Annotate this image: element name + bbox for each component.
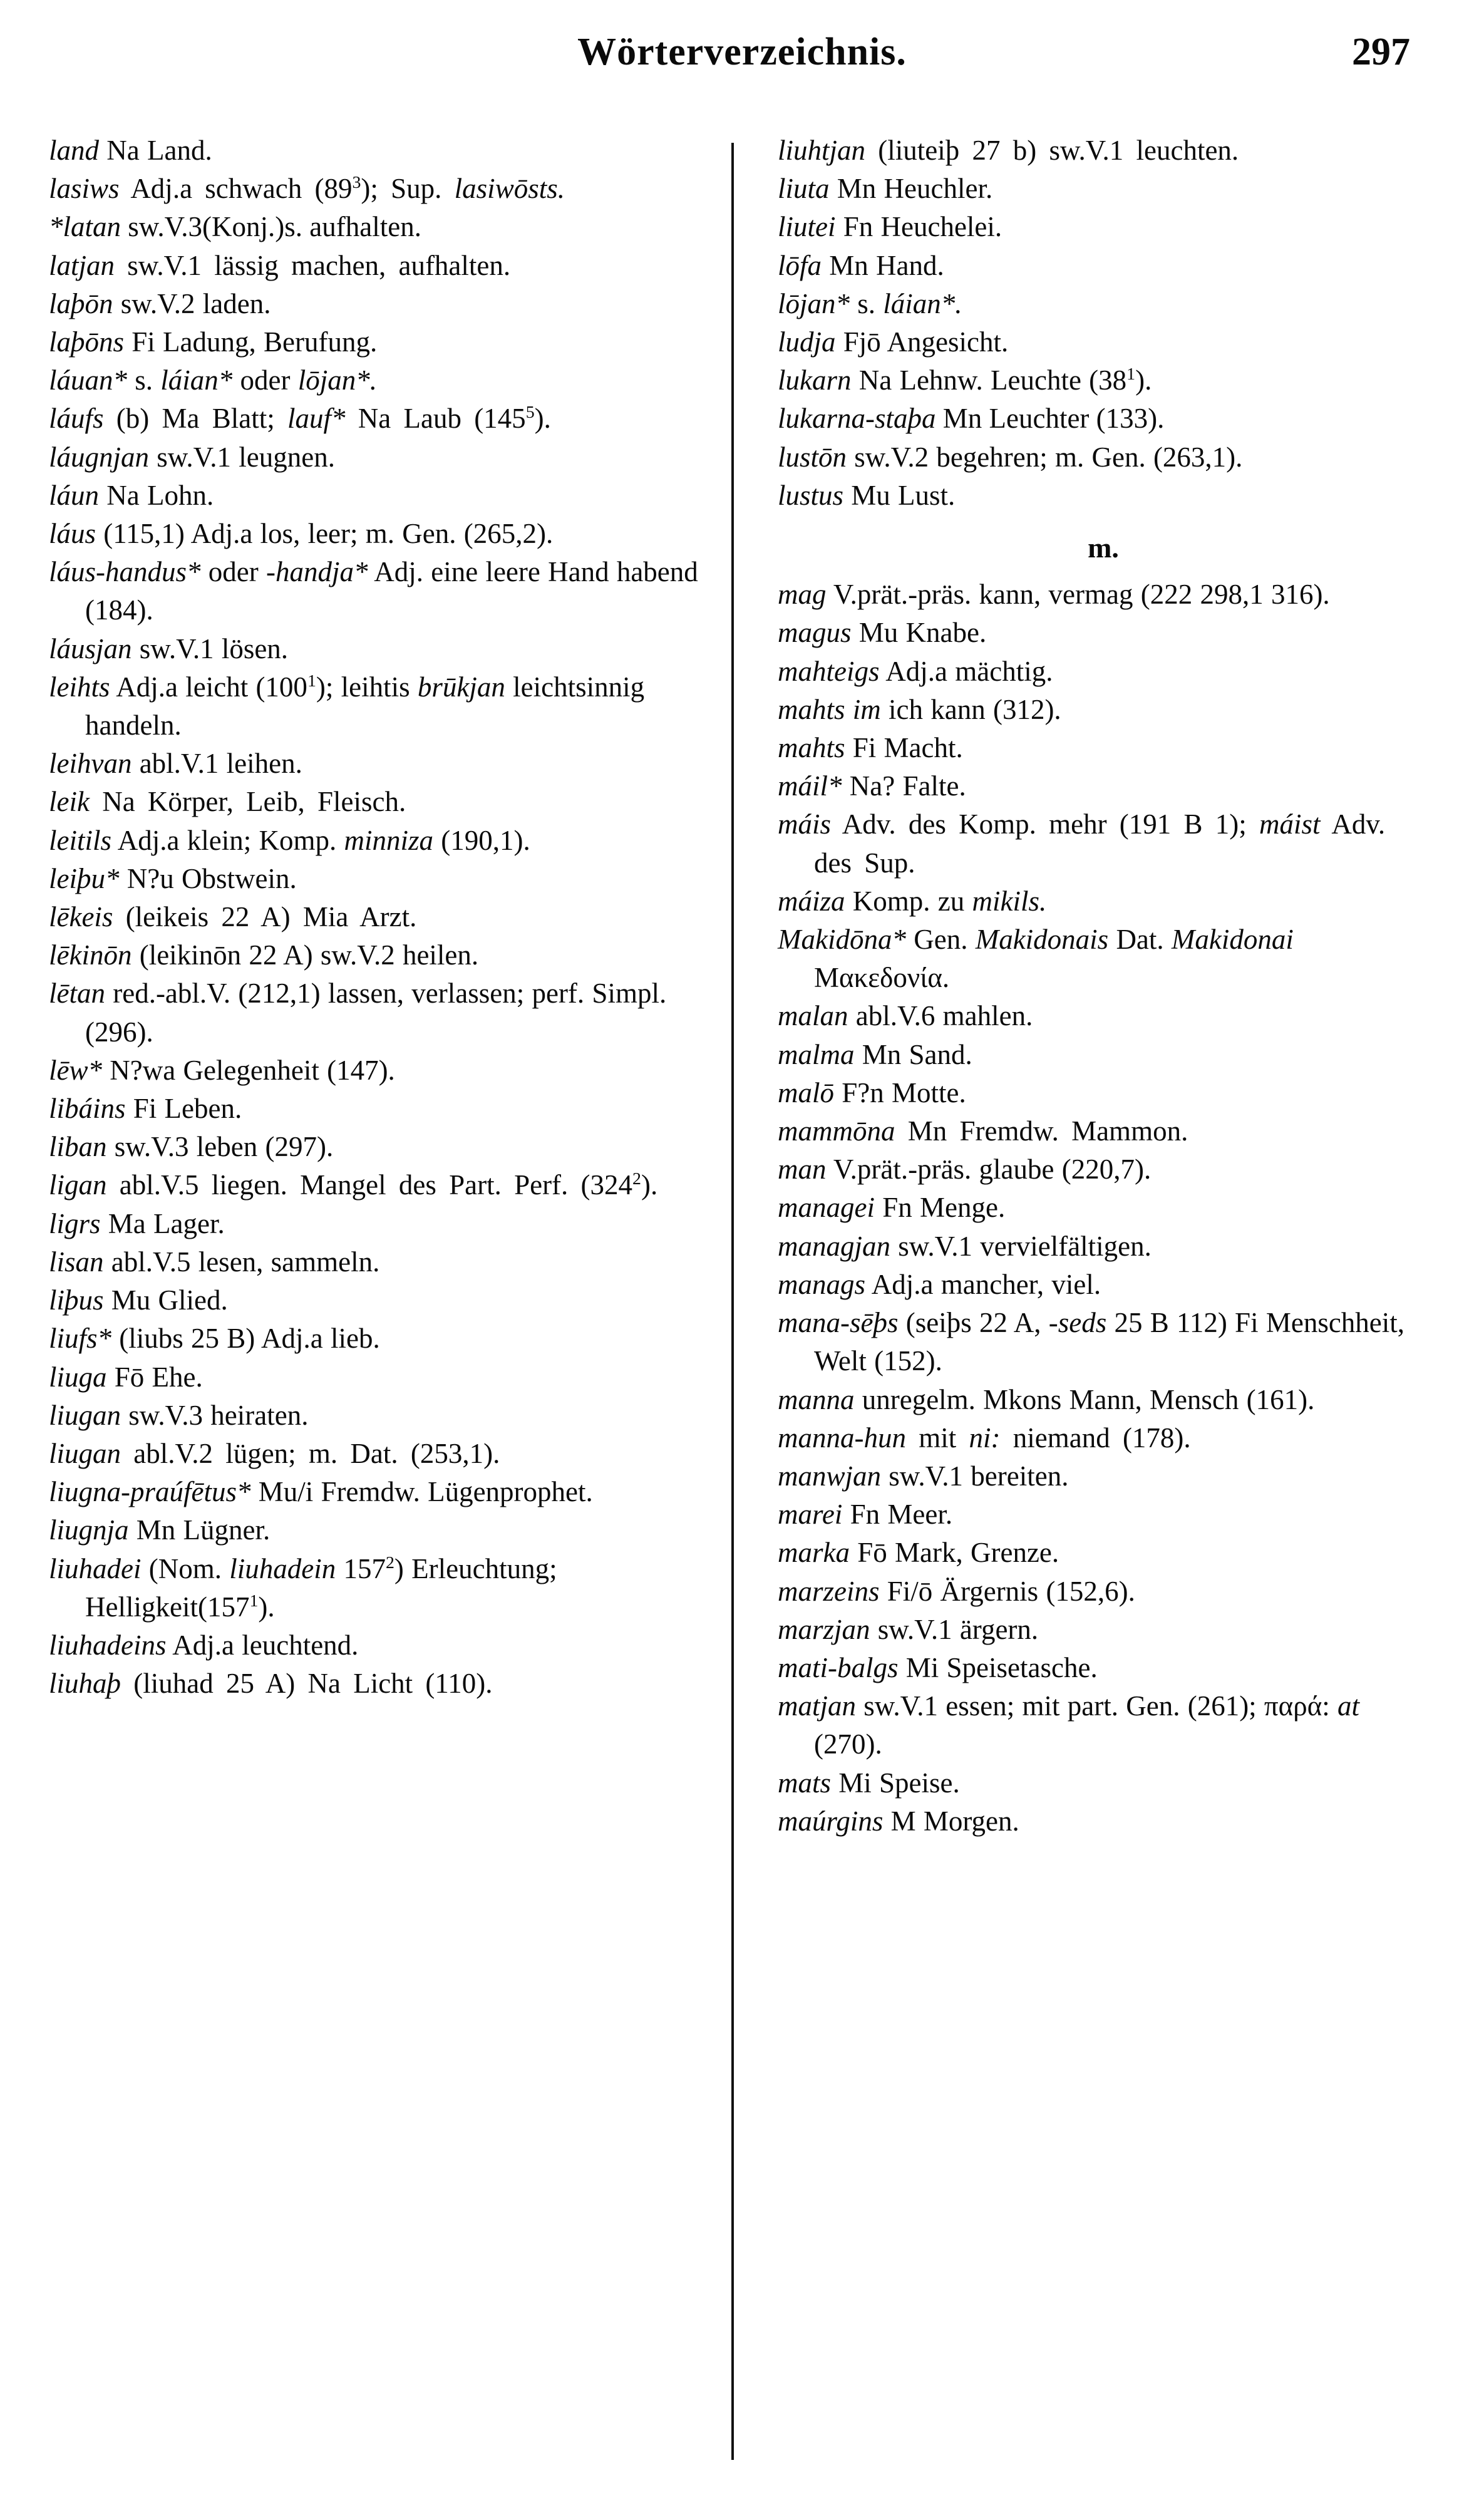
entry-definition: sw.V.2 laden. <box>113 287 271 319</box>
headword: liuhadei <box>49 1552 142 1584</box>
entry-definition: sw.V.2 begehren; m. Gen. (263,1). <box>847 441 1243 473</box>
headword: latjan <box>49 249 115 281</box>
variant-form: máist <box>1259 808 1321 840</box>
dictionary-entry <box>778 1419 1429 1457</box>
headword: liugnja <box>49 1514 129 1546</box>
headword: lukarn <box>778 364 852 396</box>
headword: liban <box>49 1131 107 1163</box>
dictionary-entry <box>778 208 1429 246</box>
dictionary-entry <box>778 691 1429 729</box>
variant-form: lōjan*. <box>297 364 378 396</box>
headword: leihvan <box>49 748 132 780</box>
headword: land <box>49 135 100 166</box>
dictionary-entry <box>49 668 700 745</box>
headword: lōjan* <box>778 287 850 319</box>
variant-form: at <box>1337 1690 1360 1722</box>
dictionary-entry <box>778 361 1429 400</box>
dictionary-entry <box>778 921 1429 997</box>
dictionary-entry <box>778 1457 1429 1495</box>
entry-definition: Adj.a mancher, viel. <box>865 1268 1101 1300</box>
headword: liuhaþ <box>49 1668 121 1700</box>
entry-definition: M Morgen. <box>883 1805 1019 1837</box>
dictionary-entry <box>49 1205 700 1243</box>
entry-definition: Na Land. <box>99 135 212 166</box>
entry-definition: s. láian*. <box>850 287 962 319</box>
dictionary-entry <box>778 576 1429 614</box>
dictionary-entry <box>778 1112 1429 1150</box>
dictionary-entry <box>49 822 700 860</box>
dictionary-entry <box>778 247 1429 285</box>
headword: lēkinōn <box>49 939 132 971</box>
entry-definition: Na Lehnw. Leuchte $(38^1)$. <box>851 364 1152 396</box>
entry-definition: Mu Glied. <box>103 1284 228 1316</box>
page-title: Wörterverzeichnis. <box>577 31 907 73</box>
headword: mahteigs <box>778 655 880 687</box>
headword: managei <box>778 1192 875 1224</box>
dictionary-entry <box>49 361 700 400</box>
dictionary-entry <box>778 1381 1429 1419</box>
headword: máil* <box>778 770 842 802</box>
dictionary-entry <box>49 1511 700 1549</box>
headword: manna <box>778 1383 855 1415</box>
entry-definition: abl.V.5 lesen, sammeln. <box>103 1246 380 1278</box>
entry-definition: (Nom. liuhadein $157^2$) Erleuchtung; $Helligkeit(157^1)$. <box>85 1552 557 1623</box>
headword: láuan* <box>49 364 128 396</box>
entry-definition: sw.V.1 bereiten. <box>881 1460 1069 1492</box>
entry-definition: sw.V.1 essen; mit part. Gen. (261); παρά: at (270). <box>814 1690 1360 1760</box>
entry-definition: sw.V.1 leugnen. <box>149 441 335 473</box>
entry-definition: abl.V.1 leihen. <box>131 748 302 780</box>
dictionary-entry <box>49 477 700 515</box>
entry-definition: Na? Falte. <box>842 770 966 802</box>
entry-definition: Komp. zu mikils. <box>845 885 1047 917</box>
headword: láusjan <box>49 633 132 664</box>
dictionary-entry <box>49 132 700 170</box>
dictionary-entry <box>778 805 1429 882</box>
dictionary-entry <box>778 1304 1429 1380</box>
variant-form: minniza <box>344 824 433 856</box>
headword: láun <box>49 479 100 511</box>
headword: lustōn <box>778 441 847 473</box>
headword: leik <box>49 786 90 818</box>
headword: lēkeis <box>49 901 113 933</box>
variant-form: mikils. <box>972 885 1047 917</box>
headword: liuhtjan <box>778 135 866 166</box>
headword: lētan <box>49 978 105 1010</box>
entry-definition: ich kann (312). <box>880 693 1061 725</box>
headword: láus-handus* <box>49 556 201 588</box>
dictionary-entry <box>49 170 700 208</box>
entry-definition: (leikinōn 22 A) sw.V.2 heilen. <box>131 939 479 971</box>
dictionary-entry <box>49 1281 700 1320</box>
entry-definition: Mn Leuchter (133). <box>935 403 1165 435</box>
entry-definition: V.prät.-präs. glaube (220,7). <box>826 1154 1152 1185</box>
entry-definition: Ma Lager. <box>100 1207 225 1239</box>
entry-definition: (liubs 25 B) Adj.a lieb. <box>111 1323 380 1355</box>
dictionary-entry <box>49 515 700 553</box>
dictionary-entry <box>49 323 700 361</box>
dictionary-entry <box>49 400 700 438</box>
entry-definition: sw.V.1 vervielfältigen. <box>890 1230 1152 1262</box>
dictionary-entry <box>49 1435 700 1473</box>
dictionary-entry <box>49 1473 700 1511</box>
variant-form: liuhadein <box>229 1552 336 1584</box>
headword: mats <box>778 1767 832 1799</box>
headword: liutei <box>778 211 836 243</box>
column-divider-rule <box>731 143 734 2460</box>
entry-definition: Adv. des Komp. mehr (191 B 1); máist Adv. des Sup. <box>814 808 1386 879</box>
dictionary-entry <box>778 1036 1429 1074</box>
entry-definition: abl.V.6 mahlen. <box>848 1000 1033 1032</box>
dictionary-entry <box>778 477 1429 515</box>
dictionary-entry <box>778 1150 1429 1189</box>
dictionary-entry <box>778 438 1429 477</box>
headword: *latan <box>49 211 121 243</box>
variant-form: lasiwōsts. <box>454 173 565 205</box>
entry-definition: Fō Ehe. <box>106 1361 203 1393</box>
headword: liugan <box>49 1399 121 1431</box>
dictionary-entry <box>778 1534 1429 1572</box>
headword: managjan <box>778 1230 890 1262</box>
headword: liugan <box>49 1437 121 1469</box>
entry-definition: Adj.a schwach $(89^3)$; Sup. lasiwōsts. <box>119 173 565 205</box>
entry-definition: sw.V.3 leben (297). <box>106 1131 334 1163</box>
dictionary-entry <box>49 1358 700 1397</box>
entry-definition: Gen. Makidonais Dat. Makidonai Μακεδονία. <box>814 924 1294 994</box>
headword: magus <box>778 617 852 649</box>
dictionary-entry <box>778 400 1429 438</box>
section-letter-heading: m. <box>1088 532 1119 564</box>
headword: lēw* <box>49 1054 102 1086</box>
headword: mati-balgs <box>778 1651 899 1683</box>
dictionary-entry <box>778 1227 1429 1266</box>
headword: manwjan <box>778 1460 882 1492</box>
entry-definition: V.prät.-präs. kann, vermag (222 298,1 316). <box>826 579 1330 611</box>
entry-definition: N?u Obstwein. <box>119 862 297 894</box>
entry-definition: Fn Heuchelei. <box>835 211 1002 243</box>
dictionary-entry <box>778 1687 1429 1764</box>
headword: Makidōna* <box>778 924 906 956</box>
entry-definition: Fjō Angesicht. <box>835 326 1009 358</box>
entry-definition: Fi Macht. <box>845 732 963 764</box>
dictionary-entry <box>778 729 1429 767</box>
headword: matjan <box>778 1690 857 1722</box>
right-column <box>778 132 1429 2486</box>
dictionary-entry <box>778 1611 1429 1649</box>
headword: ligrs <box>49 1207 101 1239</box>
headword: marzeins <box>778 1575 880 1607</box>
entry-definition: Fi/ō Ärgernis (152,6). <box>879 1575 1135 1607</box>
headword: laþōns <box>49 326 125 358</box>
entry-definition: abl.V.5 liegen. Mangel des Part. Perf. $(324^2)$. <box>106 1169 658 1201</box>
dictionary-entry <box>49 745 700 783</box>
dictionary-entry <box>49 1051 700 1090</box>
variant-form: lauf* <box>287 403 346 435</box>
variant-form: Makidonais <box>975 924 1109 956</box>
entry-definition: Fi Ladung, Berufung. <box>124 326 378 358</box>
entry-definition: Mu Lust. <box>843 479 956 511</box>
dictionary-entry <box>49 936 700 974</box>
dictionary-entry <box>778 1764 1429 1802</box>
entry-definition: Mi Speisetasche. <box>898 1651 1098 1683</box>
dictionary-entry <box>49 1320 700 1358</box>
headword: manags <box>778 1268 866 1300</box>
headword: manna-hun <box>778 1422 906 1454</box>
dictionary-entry <box>778 1189 1429 1227</box>
dictionary-entry <box>49 783 700 821</box>
page-number: 297 <box>1352 31 1410 73</box>
headword: ludja <box>778 326 836 358</box>
entry-definition: (leikeis 22 A) Mia Arzt. <box>113 901 417 933</box>
running-head <box>0 33 1484 89</box>
dictionary-entry <box>49 974 700 1051</box>
entry-definition: Adj.a klein; Komp. minniza (190,1). <box>111 824 530 856</box>
headword: leitils <box>49 824 111 856</box>
dictionary-entry <box>49 285 700 323</box>
dictionary-entry <box>778 285 1429 323</box>
dictionary-entry <box>49 247 700 285</box>
headword: máis <box>778 808 832 840</box>
dictionary-entry <box>49 1397 700 1435</box>
dictionary-entry <box>49 1550 700 1626</box>
variant-form: ni: <box>969 1422 1001 1454</box>
dictionary-entry <box>778 1495 1429 1534</box>
headword: lisan <box>49 1246 104 1278</box>
headword: liufs* <box>49 1323 112 1355</box>
dictionary-entry <box>778 132 1429 170</box>
dictionary-entry <box>49 860 700 898</box>
headword: máiza <box>778 885 845 917</box>
dictionary-entry <box>778 323 1429 361</box>
entry-definition: Na Lohn. <box>99 479 214 511</box>
variant-form: láian* <box>160 364 233 396</box>
headword: malma <box>778 1038 855 1070</box>
dictionary-entry <box>778 653 1429 691</box>
entry-definition: sw.V.1 ärgern. <box>870 1613 1039 1645</box>
headword: mahts im <box>778 693 881 725</box>
headword: mana-sēþs <box>778 1307 899 1339</box>
entry-definition: Mn Fremdw. Mammon. <box>895 1115 1188 1147</box>
entry-definition: Fō Mark, Grenze. <box>849 1537 1059 1569</box>
headword: ligan <box>49 1169 107 1201</box>
headword: lasiws <box>49 173 120 205</box>
dictionary-entry <box>49 1243 700 1281</box>
entry-definition: Fn Menge. <box>874 1192 1006 1224</box>
headword: liuga <box>49 1361 107 1393</box>
dictionary-entry <box>49 438 700 477</box>
headword: mag <box>778 579 827 611</box>
headword: leihts <box>49 671 110 703</box>
variant-form: brūkjan <box>417 671 505 703</box>
dictionary-entry <box>778 767 1429 805</box>
dictionary-entry <box>49 208 700 246</box>
headword: liþus <box>49 1284 104 1316</box>
entry-definition: (seiþs 22 A, -seds 25 B 112) Fi Menschheit, Welt (152). <box>814 1307 1405 1377</box>
dictionary-entry <box>49 630 700 668</box>
headword: malō <box>778 1077 834 1108</box>
headword: laþōn <box>49 287 113 319</box>
variant-form: Makidonai <box>1171 924 1294 956</box>
dictionary-entry <box>778 1649 1429 1687</box>
entry-definition: sw.V.3 heiraten. <box>121 1399 309 1431</box>
entry-definition: (liuhad 25 A) Na Licht (110). <box>121 1668 493 1700</box>
headword: malan <box>778 1000 848 1032</box>
dictionary-entry <box>778 1573 1429 1611</box>
dictionary-entry <box>49 1166 700 1204</box>
headword: liuhadeins <box>49 1629 167 1661</box>
headword: man <box>778 1154 827 1185</box>
dictionary-entry <box>778 614 1429 652</box>
variant-form: láian*. <box>883 287 962 319</box>
dictionary-entry <box>778 1074 1429 1112</box>
dictionary-entry <box>778 1266 1429 1304</box>
entry-definition: Fn Meer. <box>842 1499 953 1531</box>
entry-definition: Mn Heuchler. <box>829 173 993 205</box>
dictionary-entry <box>778 1802 1429 1841</box>
headword: marei <box>778 1499 843 1531</box>
headword: marka <box>778 1537 850 1569</box>
entry-definition: abl.V.2 lügen; m. Dat. (253,1). <box>121 1437 500 1469</box>
entry-definition: (liuteiþ 27 b) sw.V.1 leuchten. <box>865 135 1239 166</box>
headword: láus <box>49 518 96 550</box>
headword: lukarna-staþa <box>778 403 936 435</box>
entry-definition: sw.V.1 lösen. <box>131 633 289 664</box>
headword: lustus <box>778 479 844 511</box>
dictionary-entry <box>49 553 700 629</box>
entry-definition: Mn Sand. <box>854 1038 972 1070</box>
dictionary-entry <box>49 898 700 936</box>
dictionary-entry <box>49 1128 700 1166</box>
headword: liuta <box>778 173 830 205</box>
two-column-body <box>0 132 1484 2486</box>
entry-definition: oder -handja* Adj. eine leere Hand habend (184). <box>85 556 698 626</box>
entry-definition: N?wa Gelegenheit (147). <box>102 1054 395 1086</box>
headword: lōfa <box>778 249 822 281</box>
headword: liugna-praúfētus* <box>49 1476 251 1508</box>
entry-definition: Mn Lügner. <box>128 1514 271 1546</box>
variant-form: -handja* <box>265 556 368 588</box>
entry-definition: F?n Motte. <box>834 1077 966 1108</box>
entry-definition: Mu/i Fremdw. Lügenprophet. <box>250 1476 593 1508</box>
dictionary-entry <box>778 170 1429 208</box>
headword: mammōna <box>778 1115 895 1147</box>
dictionary-entry <box>778 882 1429 921</box>
entry-definition: Fi Leben. <box>125 1093 242 1125</box>
variant-form: -seds <box>1048 1307 1107 1339</box>
entry-definition: Mn Hand. <box>822 249 944 281</box>
headword: mahts <box>778 732 845 764</box>
entry-definition: s. láian* oder lōjan*. <box>127 364 378 396</box>
headword: láugnjan <box>49 441 150 473</box>
entry-definition: Mi Speise. <box>831 1767 960 1799</box>
entry-definition: Mu Knabe. <box>851 617 987 649</box>
entry-definition: unregelm. Mkons Mann, Mensch (161). <box>854 1383 1315 1415</box>
headword: maúrgins <box>778 1805 884 1837</box>
left-column <box>49 132 700 2486</box>
entry-definition: (115,1) Adj.a los, leer; m. Gen. (265,2). <box>96 518 554 550</box>
entry-definition: Na Körper, Leib, Fleisch. <box>89 786 406 818</box>
headword: leiþu* <box>49 862 120 894</box>
headword: libáins <box>49 1093 126 1125</box>
dictionary-entry <box>49 1626 700 1665</box>
dictionary-entry <box>49 1090 700 1128</box>
entry-definition: red.-abl.V. (212,1) lassen, verlassen; perf. Simpl. (296). <box>85 978 667 1048</box>
entry-definition: Adj.a leicht $(100^1)$; leihtis brūkjan leichtsinnig handeln. <box>85 671 645 741</box>
entry-definition: Adj.a mächtig. <box>879 655 1053 687</box>
entry-definition: Adj.a leuchtend. <box>166 1629 359 1661</box>
headword: láufs <box>49 403 104 435</box>
entry-definition: (b) Ma Blatt; lauf* Na Laub $(145^5)$. <box>103 403 551 435</box>
entry-definition: sw.V.3(Konj.)s. aufhalten. <box>121 211 421 243</box>
entry-definition: sw.V.1 lässig machen, aufhalten. <box>115 249 511 281</box>
entry-definition: mit ni: niemand (178). <box>905 1422 1191 1454</box>
dictionary-entry <box>49 1665 700 1703</box>
headword: marzjan <box>778 1613 870 1645</box>
dictionary-entry <box>778 997 1429 1035</box>
